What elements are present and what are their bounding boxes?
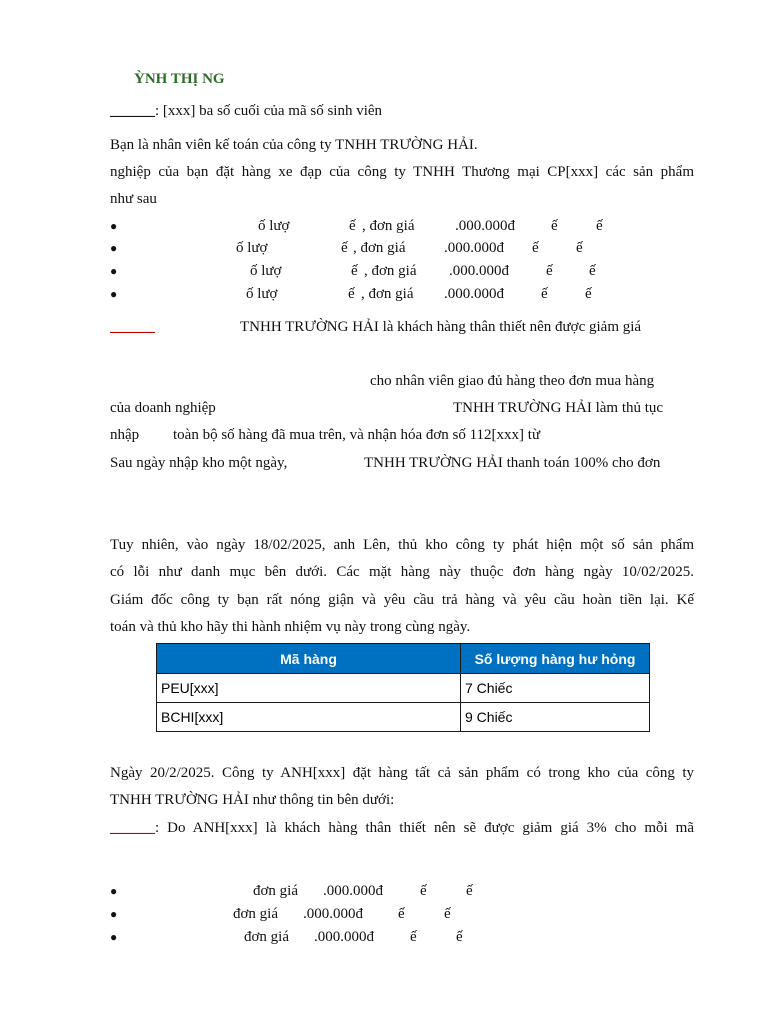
bullet-icon: ● xyxy=(110,219,118,233)
bullet-icon: ● xyxy=(110,241,118,255)
column-header-damaged-qty: Số lượng hàng hư hỏng xyxy=(461,644,650,674)
blank-line: ______ xyxy=(110,103,155,119)
receipt-line-2b: TNHH TRƯỜNG HẢI làm thủ tục xyxy=(453,400,664,416)
defect-paragraph-line-2: có lỗi như danh mục bên dưới. Các mặt hàng này thuộc đơn hàng ngày 10/02/2025. xyxy=(110,564,694,580)
student-note xyxy=(110,102,382,120)
receipt-line-4b: TNHH TRƯỜNG HẢI thanh toán 100% cho đơn xyxy=(364,455,661,471)
role-line: Bạn là nhân viên kế toán của công ty TNHH TRƯỜNG HẢI. xyxy=(110,137,478,153)
column-header-product-code: Mã hàng xyxy=(157,644,461,674)
table-cell-product-code: BCHI[xxx] xyxy=(157,703,461,732)
bullet-icon: ● xyxy=(110,884,118,898)
blank-line: ______ xyxy=(110,319,155,335)
bullet-icon: ● xyxy=(110,264,118,278)
discount-line-1 xyxy=(110,318,155,336)
sale-discount-line xyxy=(110,819,694,837)
receipt-line-1: cho nhân viên giao đủ hàng theo đơn mua hàng xyxy=(370,373,655,389)
sale-discount-text: : Do ANH[xxx] là khách hàng thân thiết nên sẽ được giảm giá 3% cho mỗi mã xyxy=(155,820,694,836)
bullet-icon: ● xyxy=(110,287,118,301)
table-header-row xyxy=(157,644,650,674)
defect-paragraph-line-3: Giám đốc công ty bạn rất nóng giận và yêu cầu trả hàng và yêu cầu hoàn tiền lại. Kế xyxy=(110,592,694,608)
document-heading: ỲNH THỊ NG xyxy=(134,71,225,87)
receipt-line-3b: toàn bộ số hàng đã mua trên, và nhận hóa đơn số 112[xxx] từ xyxy=(173,427,541,443)
blank-line: ______ xyxy=(110,820,155,836)
defect-table xyxy=(156,643,650,732)
bullet-icon: ● xyxy=(110,907,118,921)
sale-line-2: TNHH TRƯỜNG HẢI như thông tin bên dưới: xyxy=(110,792,395,808)
student-note-text: : [xxx] ba số cuối của mã số sinh viên xyxy=(155,103,383,119)
defect-paragraph-line-4: toán và thủ kho hãy thi hành nhiệm vụ này trong cùng ngày. xyxy=(110,619,471,635)
order-line-1: nghiệp của bạn đặt hàng xe đạp của công ty TNHH Thương mại CP[xxx] các sản phẩm xyxy=(110,164,694,180)
receipt-line-2a: của doanh nghiệp xyxy=(110,400,216,416)
bullet-icon: ● xyxy=(110,930,118,944)
sale-line-1: Ngày 20/2/2025. Công ty ANH[xxx] đặt hàng tất cả sản phẩm có trong kho của công ty xyxy=(110,765,694,781)
table-cell-damaged-qty: 9 Chiếc xyxy=(461,703,650,732)
table-row xyxy=(157,674,650,703)
discount-text-1: TNHH TRƯỜNG HẢI là khách hàng thân thiết nên được giảm giá xyxy=(240,319,642,335)
table-cell-product-code: PEU[xxx] xyxy=(157,674,461,703)
receipt-line-4a: Sau ngày nhập kho một ngày, xyxy=(110,455,288,471)
table-row xyxy=(157,703,650,732)
receipt-line-3a: nhập xyxy=(110,427,140,443)
table-cell-damaged-qty: 7 Chiếc xyxy=(461,674,650,703)
order-line-2: như sau xyxy=(110,191,157,207)
defect-paragraph-line-1: Tuy nhiên, vào ngày 18/02/2025, anh Lên, thủ kho công ty phát hiện một số sản phẩm xyxy=(110,537,694,553)
